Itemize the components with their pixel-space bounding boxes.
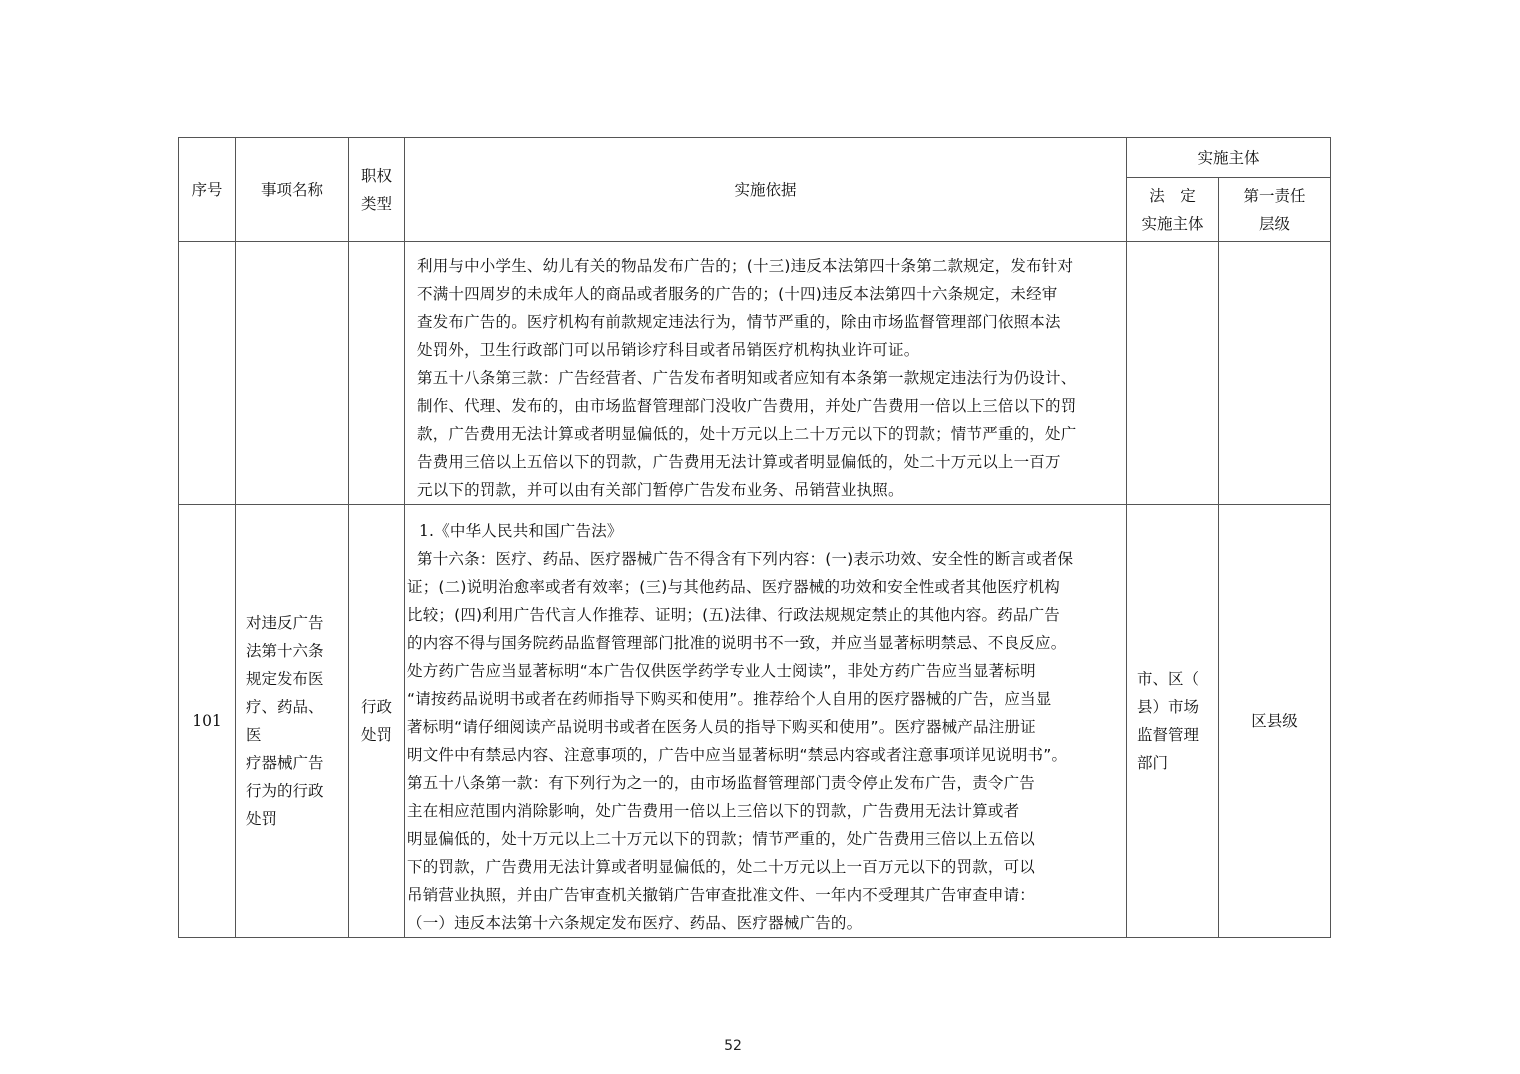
row1-basis-line: 告费用三倍以上五倍以下的罚款，广告费用无法计算或者明显偏低的，处二十万元以上一百万 [417,453,1061,471]
row2-basis-line: 著标明“请仔细阅读产品说明书或者在医务人员的指导下购买和使用”。医疗器械产品注册证 [407,718,1036,736]
row1-type-cell [349,242,405,505]
row1-basis-line: 利用与中小学生、幼儿有关的物品发布广告的；(十三)违反本法第四十条第二款规定，发布针对 [417,257,1074,275]
row2-type-line: 处罚 [360,726,392,744]
header-authority-type-line1: 职权 [360,166,392,185]
row2-name-line: 疗、药品、医 [246,698,324,744]
row1-basis-line: 第五十八条第三款：广告经营者、广告发布者明知或者应知有本条第一款规定违法行为仍设计、 [417,369,1077,387]
row1-basis-line: 不满十四周岁的未成年人的商品或者服务的广告的；(十四)违反本法第四十六条规定，未经审 [417,285,1058,303]
row2-basis-line: 主在相应范围内消除影响，处广告费用一倍以上三倍以下的罚款，广告费用无法计算或者 [407,802,1020,820]
table-row-101 [179,505,1331,938]
row2-name-line: 疗器械广告 [246,754,324,772]
row1-basis-line: 处罚外，卫生行政部门可以吊销诊疗科目或者吊销医疗机构执业许可证。 [417,341,920,359]
row2-basis-line: 比较；(四)利用广告代言人作推荐、证明；(五)法律、行政法规规定禁止的其他内容。药品广告 [407,606,1060,624]
header-legal-subject [1127,178,1219,242]
row2-basis-line: 证；(二)说明治愈率或者有效率；(三)与其他药品、医疗器械的功效和安全性或者其他医疗机构 [407,578,1060,596]
table-row-continuation [179,242,1331,505]
row2-basis-line: 处方药广告应当显著标明“本广告仅供医学药学专业人士阅读”，非处方药广告应当显著标明 [407,662,1036,680]
header-legal-subject-line2: 实施主体 [1141,214,1204,233]
row2-basis-line: 第五十八条第一款：有下列行为之一的，由市场监督管理部门责令停止发布广告，责令广告 [407,774,1036,792]
header-authority-type [349,138,405,242]
header-legal-subject-line1: 法 定 [1149,186,1196,205]
row2-name-cell [236,505,349,938]
row2-basis-line: 明文件中有禁忌内容、注意事项的，广告中应当显著标明“禁忌内容或者注意事项详见说明书”。 [407,746,1068,764]
row1-seq-cell [179,242,236,505]
row2-basis-cell [405,505,1127,938]
header-first-resp-line2: 层级 [1259,214,1291,233]
row2-basis-line: （一）违反本法第十六条规定发布医疗、药品、医疗器械广告的。 [407,914,863,932]
row1-name-cell [236,242,349,505]
row2-level-cell: 区县级 [1219,505,1331,938]
header-first-responsibility [1219,178,1331,242]
row2-subject-line: 县）市场 [1137,698,1200,716]
row1-basis-line: 制作、代理、发布的，由市场监督管理部门没收广告费用，并处广告费用一倍以上三倍以下的罚 [417,397,1077,415]
row1-level-cell [1219,242,1331,505]
row2-basis-line: 明显偏低的，处十万元以上二十万元以下的罚款；情节严重的，处广告费用三倍以上五倍以 [407,830,1036,848]
row2-seq-cell: 101 [179,505,236,938]
header-subject-group: 实施主体 [1127,138,1331,178]
row2-name-line: 行为的行政 [246,782,324,800]
row2-basis-law-title: 1.《中华人民共和国广告法》 [419,522,623,540]
header-item-name: 事项名称 [236,138,349,242]
row2-name-line: 处罚 [246,810,278,828]
row1-basis-line: 元以下的罚款，并可以由有关部门暂停广告发布业务、吊销营业执照。 [417,481,904,499]
row2-subject-line: 市、区（ [1137,670,1200,688]
row2-name-line: 规定发布医 [246,670,324,688]
header-row-top [179,138,1331,178]
row2-basis-line: 吊销营业执照，并由广告审查机关撤销广告审查批准文件、一年内不受理其广告审查申请： [407,886,1036,904]
row2-basis-line: “请按药品说明书或者在药师指导下购买和使用”。推荐给个人自用的医疗器械的广告，应当显 [407,690,1052,708]
header-seq: 序号 [179,138,236,242]
row2-type-cell [349,505,405,938]
row2-legal-subject-cell [1127,505,1219,938]
row2-name-line: 法第十六条 [246,642,324,660]
row2-basis-line: 下的罚款，广告费用无法计算或者明显偏低的，处二十万元以上一百万元以下的罚款，可以 [407,858,1036,876]
row2-name-line: 对违反广告 [246,614,324,632]
header-first-resp-line1: 第一责任 [1243,186,1306,205]
row2-subject-line: 部门 [1137,754,1169,772]
header-basis: 实施依据 [405,138,1127,242]
row1-legal-subject-cell [1127,242,1219,505]
row2-basis-line: 的内容不得与国务院药品监督管理部门批准的说明书不一致，并应当显著标明禁忌、不良反应。 [407,634,1067,652]
items-table [178,137,1331,938]
row2-basis-line: 第十六条：医疗、药品、医疗器械广告不得含有下列内容：(一)表示功效、安全性的断言或者保 [417,550,1074,568]
row2-subject-line: 监督管理 [1137,726,1200,744]
row1-basis-line: 款，广告费用无法计算或者明显偏低的，处十万元以上二十万元以下的罚款；情节严重的，处广 [417,425,1077,443]
row1-basis-line: 查发布广告的。医疗机构有前款规定违法行为，情节严重的，除由市场监督管理部门依照本法 [417,313,1061,331]
row2-type-line: 行政 [360,698,392,716]
header-authority-type-line2: 类型 [360,194,392,213]
page-number: 52 [724,1038,742,1054]
row1-basis-cell [405,242,1127,505]
